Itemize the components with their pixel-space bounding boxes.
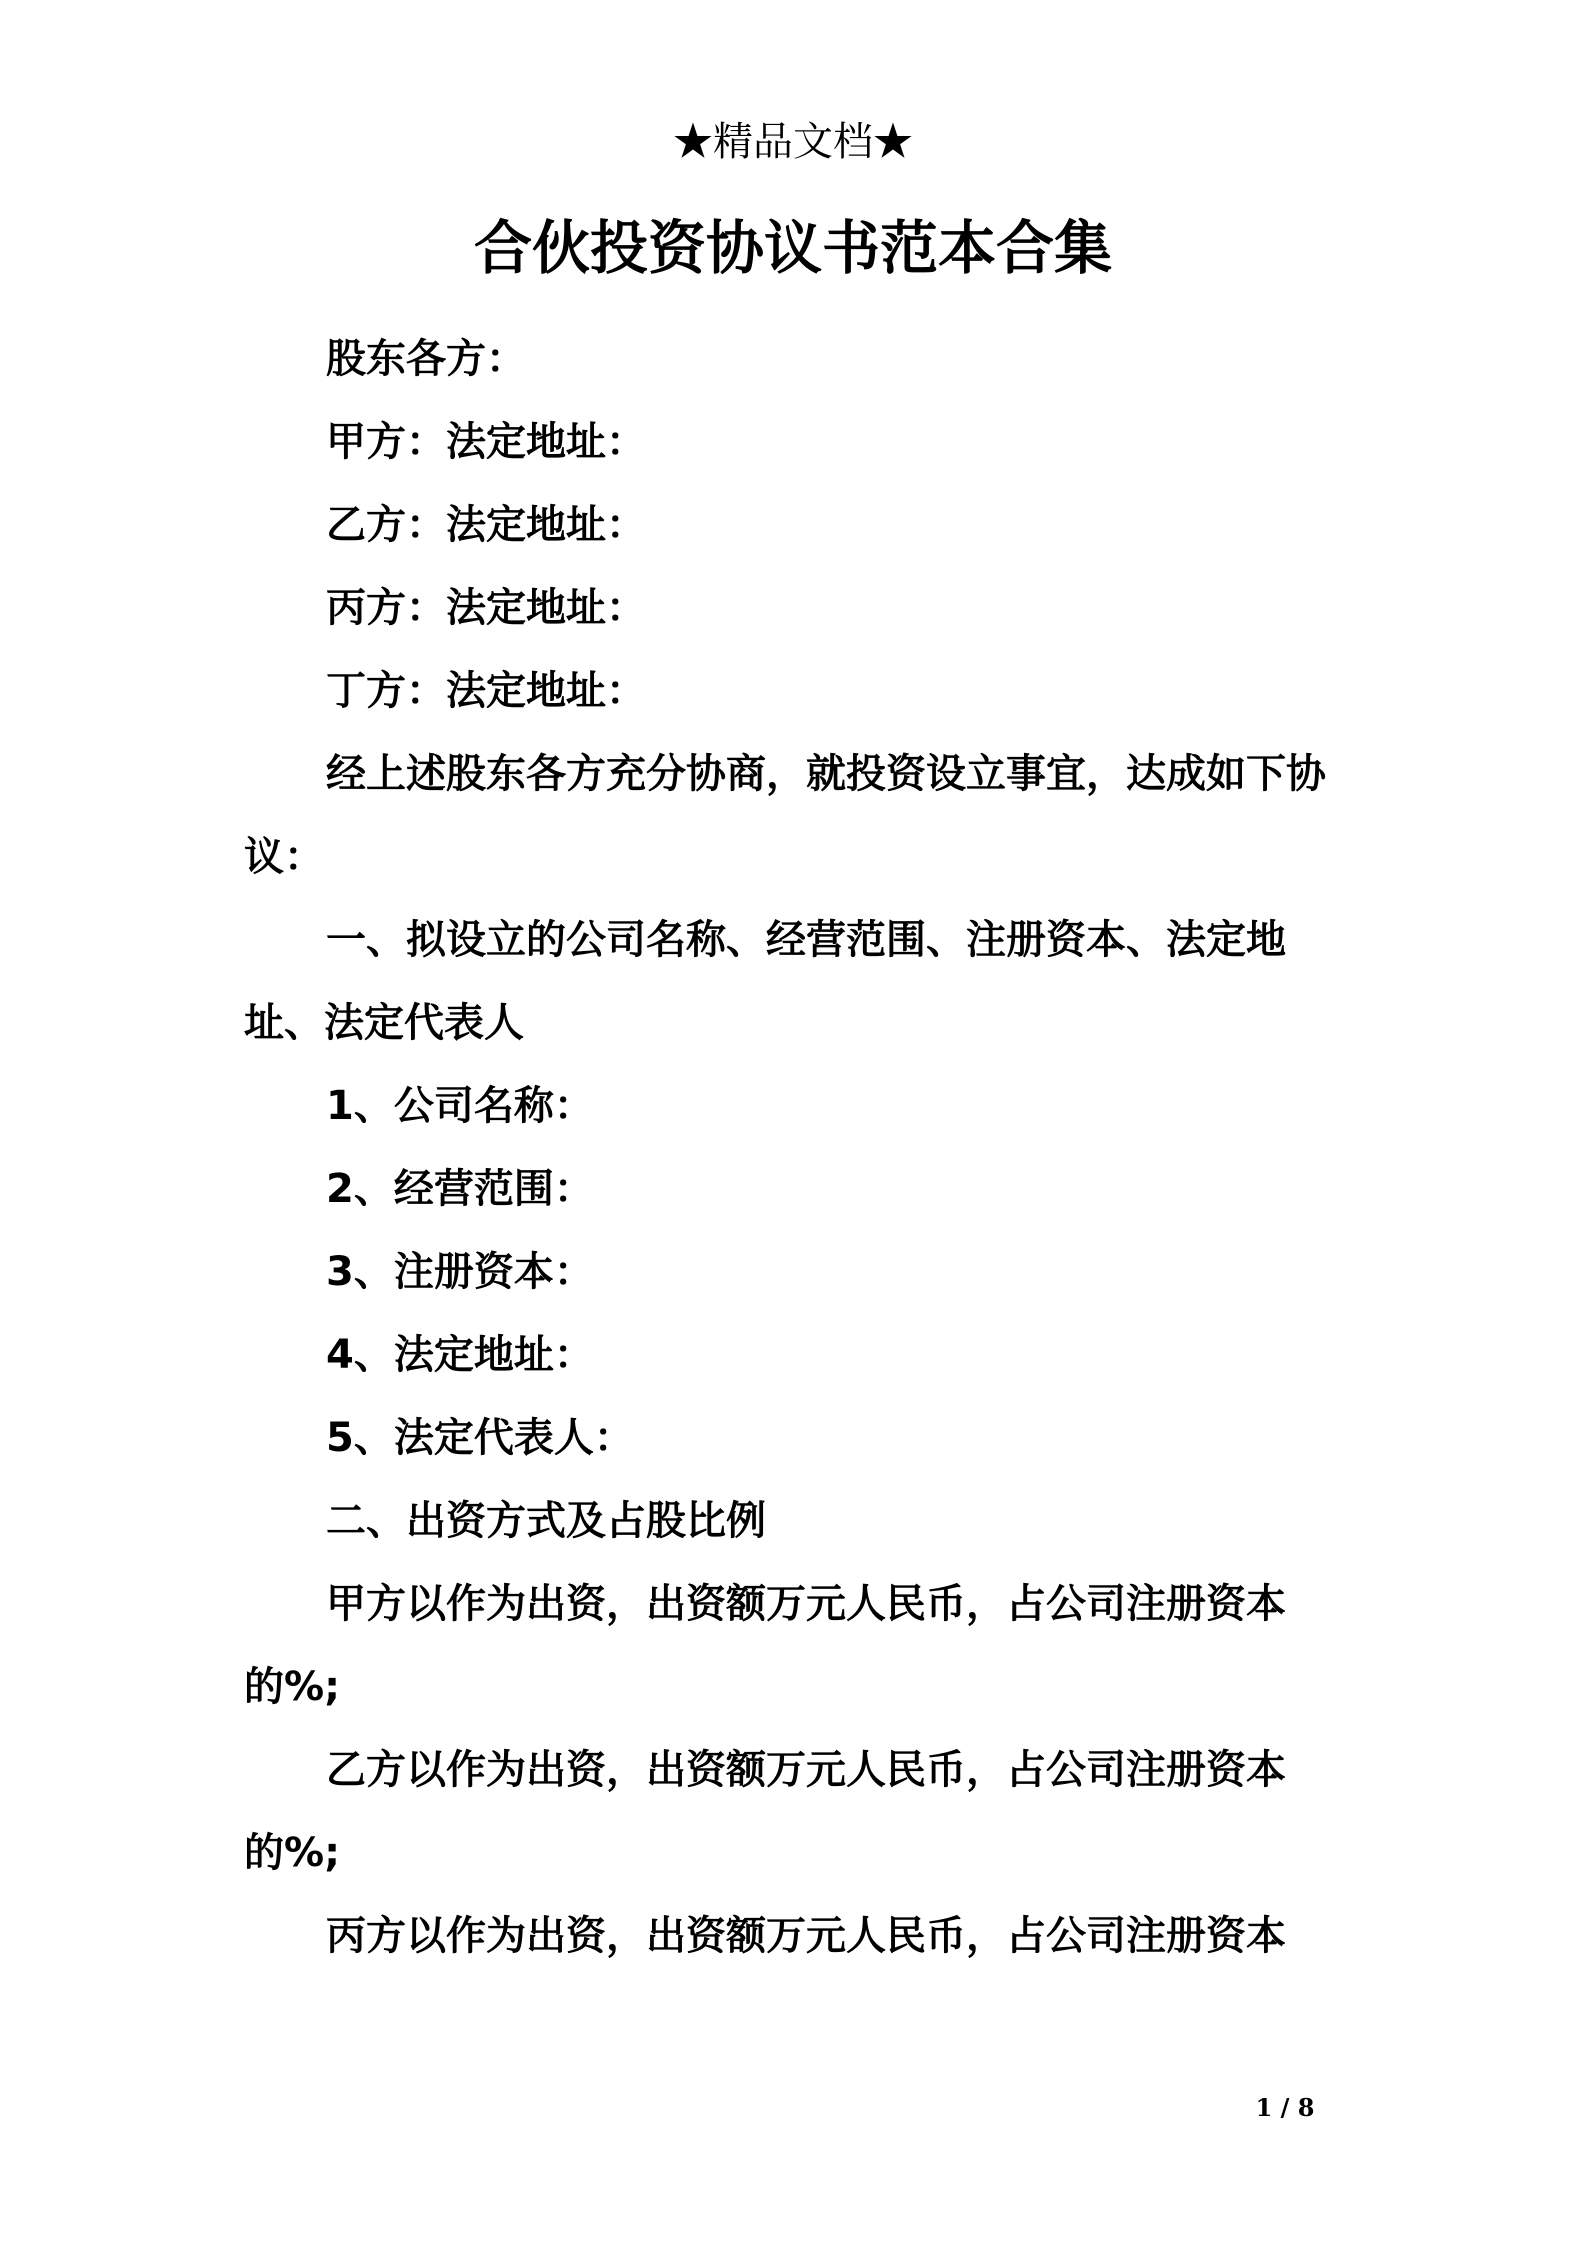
paragraph-company-name: 1、公司名称： xyxy=(326,1083,594,1129)
document-title: 合伙投资协议书范本合集 xyxy=(473,214,1112,282)
paragraph-registered-capital: 3、注册资本： xyxy=(326,1249,594,1295)
page-number: 1 / 8 xyxy=(1255,2093,1315,2122)
document-header-banner: ★精品文档★ xyxy=(673,119,913,165)
paragraph-party-d: 丁方：法定地址： xyxy=(326,668,646,714)
paragraph-legal-representative: 5、法定代表人： xyxy=(326,1415,634,1461)
paragraph-party-a: 甲方：法定地址： xyxy=(326,419,646,465)
paragraph-legal-address: 4、法定地址： xyxy=(326,1332,594,1378)
paragraph-party-a-contribution: 甲方以作为出资，出资额万元人民币，占公司注册资本的%; xyxy=(244,1581,1286,1710)
paragraph-party-b: 乙方：法定地址： xyxy=(326,502,646,548)
paragraph-business-scope: 2、经营范围： xyxy=(326,1166,594,1212)
paragraph-section-2-heading: 二、出资方式及占股比例 xyxy=(326,1498,766,1544)
paragraph-party-c: 丙方：法定地址： xyxy=(326,585,646,631)
paragraph-party-b-contribution: 乙方以作为出资，出资额万元人民币，占公司注册资本的%; xyxy=(244,1747,1286,1876)
paragraph-party-c-contribution: 丙方以作为出资，出资额万元人民币，占公司注册资本 xyxy=(326,1913,1286,1959)
paragraph-shareholders: 股东各方： xyxy=(326,336,526,382)
document-body xyxy=(244,318,1356,1978)
paragraph-preamble: 经上述股东各方充分协商，就投资设立事宜，达成如下协议： xyxy=(244,751,1326,880)
paragraph-section-1-heading: 一、拟设立的公司名称、经营范围、注册资本、法定地址、法定代表人 xyxy=(244,917,1286,1046)
